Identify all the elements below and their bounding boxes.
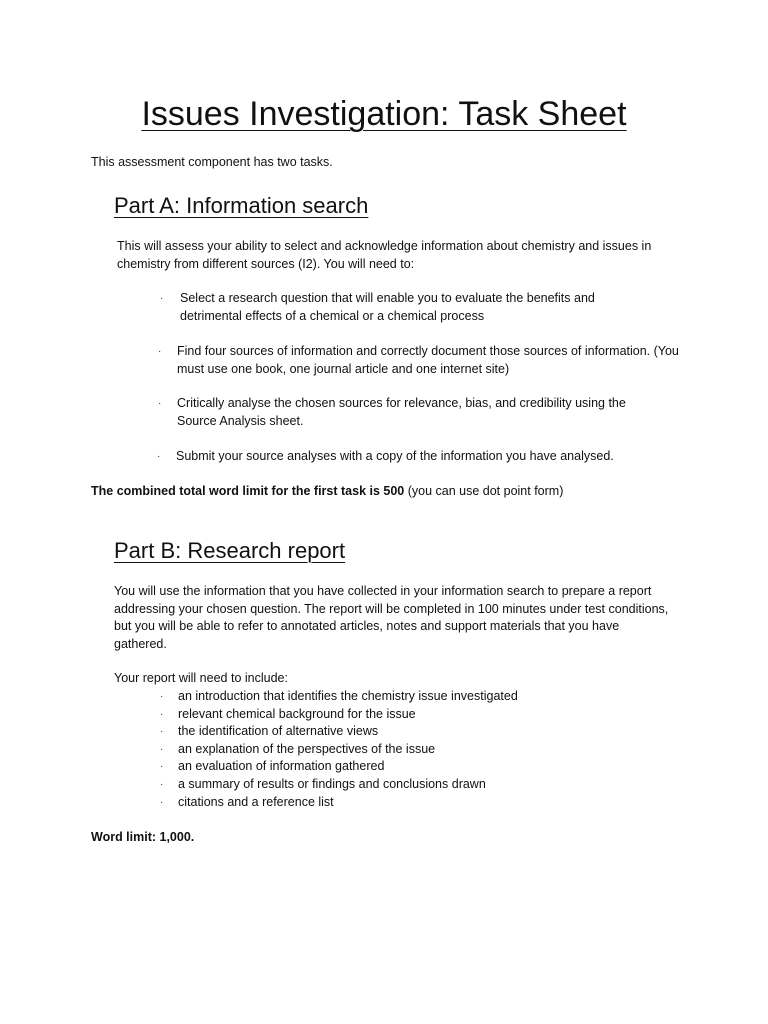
list-item-text: an evaluation of information gathered [178,759,385,774]
part-b-include-label: Your report will need to include: [114,671,288,685]
part-b-word-limit: Word limit: 1,000. [91,830,195,844]
bullet-marker: · [158,346,162,357]
part-a-word-limit-bold: The combined total word limit for the first task is 500 [91,484,405,498]
bullet-marker: · [160,761,164,773]
list-item-text: an explanation of the perspectives of the issue [178,741,436,756]
bullet-marker: · [160,691,164,702]
list-item [160,706,680,724]
part-a-heading: Part A: Information search [114,193,369,218]
bullet-marker: · [158,398,162,409]
list-item [160,741,680,759]
part-a-bullet-3: Critically analyse the chosen sources for relevance, bias, and credibility using the Source Analysis sheet. [177,396,626,428]
part-a-bullet-4: Submit your source analyses with a copy of the information you have analysed. [176,449,614,463]
bullet-marker: · [160,796,164,808]
list-item-text: citations and a reference list [178,794,334,809]
bullet-marker: · [160,743,164,755]
part-a-description: This will assess your ability to select and acknowledge information about chemistry and issues in chemistry from different sources (I2). You will need to: [117,239,652,271]
list-item-text: the identification of alternative views [178,724,379,739]
part-b-heading: Part B: Research report [114,538,346,563]
part-b-include-list [160,688,680,811]
page-title: Issues Investigation: Task Sheet [141,95,627,133]
part-b-description: You will use the information that you have collected in your information search to prepare a report addressing your chosen question. The report will be completed in 100 minutes under test conditions, but you will be able to refer to annotated articles, notes and support materials that you have gathered. [114,584,669,651]
bullet-marker: · [160,778,164,790]
list-item [160,758,680,776]
list-item [160,794,680,812]
bullet-marker: · [160,726,164,738]
list-item [160,688,680,706]
list-item-text: relevant chemical background for the issue [178,706,416,721]
list-item [160,723,680,741]
part-a-word-limit [91,483,731,501]
list-item-text: an introduction that identifies the chemistry issue investigated [178,689,518,703]
part-a-bullet-1: Select a research question that will enable you to evaluate the benefits and detrimental effects of a chemical or a chemical process [180,291,595,323]
bullet-marker: · [160,293,164,304]
bullet-marker: · [157,451,161,462]
part-a-bullet-2: Find four sources of information and correctly document those sources of information. (You must use one book, one journal article and one internet site) [177,344,679,376]
intro-text: This assessment component has two tasks. [91,155,333,169]
list-item-text: a summary of results or findings and conclusions drawn [178,776,486,791]
part-a-word-limit-rest: (you can use dot point form) [404,484,564,498]
list-item [160,776,680,794]
bullet-marker: · [160,708,164,720]
